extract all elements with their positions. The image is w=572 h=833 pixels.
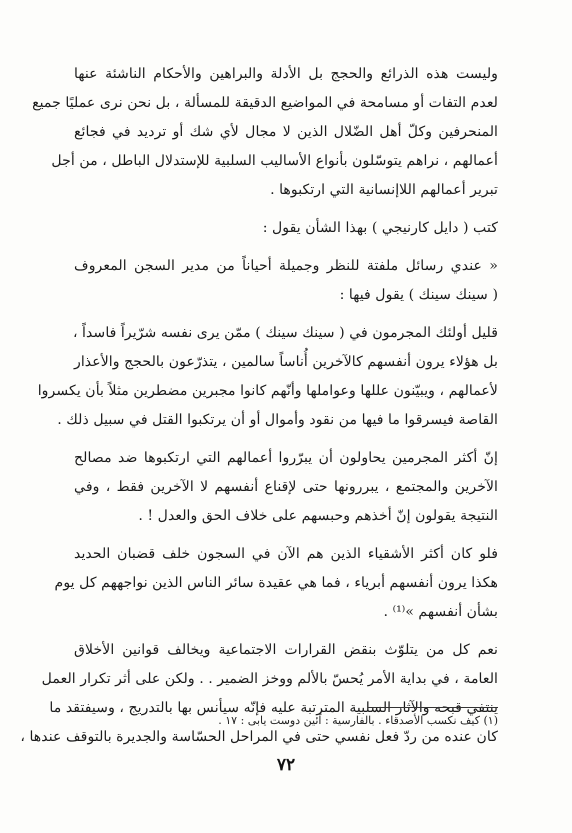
- paragraph-6: [54, 540, 498, 627]
- text-line: نعم كل من يتلوّث بنقض القرارات الاجتماعية ويخالف قوانين الأخلاق: [74, 642, 498, 658]
- paragraph-1: [32, 60, 498, 205]
- text-line: بل هؤلاء يرون أنفسهم كالآخرين أُناساً سالمين ، يتذرّعون بالحجج والأعذار: [74, 354, 498, 370]
- text-line: المنحرفين وكلّ أهل الضّلال الذين لا مجال لأي شك أو ترديد في فجائع: [74, 124, 498, 140]
- text-line: هكذا يرون أنفسهم أبرياء ، فما هي عقيدة سائر الناس الذين نواجههم كل يوم: [54, 575, 498, 591]
- body-text: [20, 60, 498, 761]
- footnote: (١) كيف نكسب الأصدقاء . بالفارسية : آئين دوست يابى : ١٧ .: [218, 714, 498, 727]
- text-line: تبرير أعمالهم اللاإنسانية التي ارتكبوها .: [270, 182, 498, 198]
- paragraph-7: [20, 636, 498, 752]
- paragraph-2: [74, 214, 498, 243]
- text-line: فلو كان أكثر الأشقياء الذين هم الآن في السجون خلف قضبان الحديد: [74, 546, 498, 562]
- paragraph-4: [37, 319, 498, 435]
- text-line: النتيجة يقولون إنّ أخذهم وحبسهم على خلاف الحق والعدل ! .: [138, 508, 498, 524]
- text-line: كتب ( دايل كارنيجي ) بهذا الشأن يقول :: [262, 220, 498, 236]
- footnote-divider: [368, 707, 498, 708]
- text-line: العامة ، في بداية الأمر يُحسّ بالألم ووخز الضمير . . ولكن على أثر تكرار العمل: [41, 671, 498, 687]
- text-line: وليست هذه الذرائع والحجج بل الأدلة والبراهين والأحكام الناشئة عنها: [74, 66, 498, 82]
- text-line: لأعمالهم ، ويبيّنون عللها وعواملها وأنّهم كانوا مجبرين مضطرين مثلاً بأن يكسروا: [37, 383, 498, 399]
- text-line: بشأن أنفسهم »⁽¹⁾ .: [383, 604, 498, 620]
- text-line: الآخرين والمجتمع ، يبررونها حتى لإقناع أنفسهم لا الآخرين فقط ، وفي: [74, 479, 498, 495]
- text-line: كان عنده من ردّ فعل نفسي حتى في المراحل الحسّاسة والجديرة بالتوقف عندها ،: [20, 729, 498, 745]
- paragraph-5: [74, 444, 498, 531]
- text-line: إنّ أكثر المجرمين يحاولون أن يبرّروا أعمالهم التي ارتكبوها ضد مصالح: [74, 450, 498, 466]
- text-line: ينتفي قبحه والآثار السلبية المترتبة عليه فإنّه سيأنس بها بالتدريج ، وسيفتقد ما: [49, 700, 498, 716]
- text-line: قليل أولئك المجرمون في ( سينك سينك ) ممّن يرى نفسه شرّيراً فاسداً ،: [72, 325, 498, 341]
- text-line: « عندي رسائل ملفتة للنظر وجميلة أحياناً من مدير السجن المعروف: [74, 258, 498, 274]
- text-line: لعدم التفات أو مسامحة في المواضيع الدقيقة للمسألة ، بل نحن نرى عمليًا جميع: [32, 95, 498, 111]
- text-line: أعمالهم ، نراهم يتوسّلون بأنواع الأساليب السلبية للإستدلال الباطل ، من أجل: [51, 153, 498, 169]
- text-line: القاصة فيسرقوا ما فيها من نقود وأموال أو أن يرتكبوا القتل في سبيل ذلك .: [57, 412, 498, 428]
- paragraph-quote-intro: [74, 252, 498, 310]
- text-line: ( سينك سينك ) يقول فيها :: [339, 287, 498, 303]
- page-number: ٧٢: [276, 755, 296, 775]
